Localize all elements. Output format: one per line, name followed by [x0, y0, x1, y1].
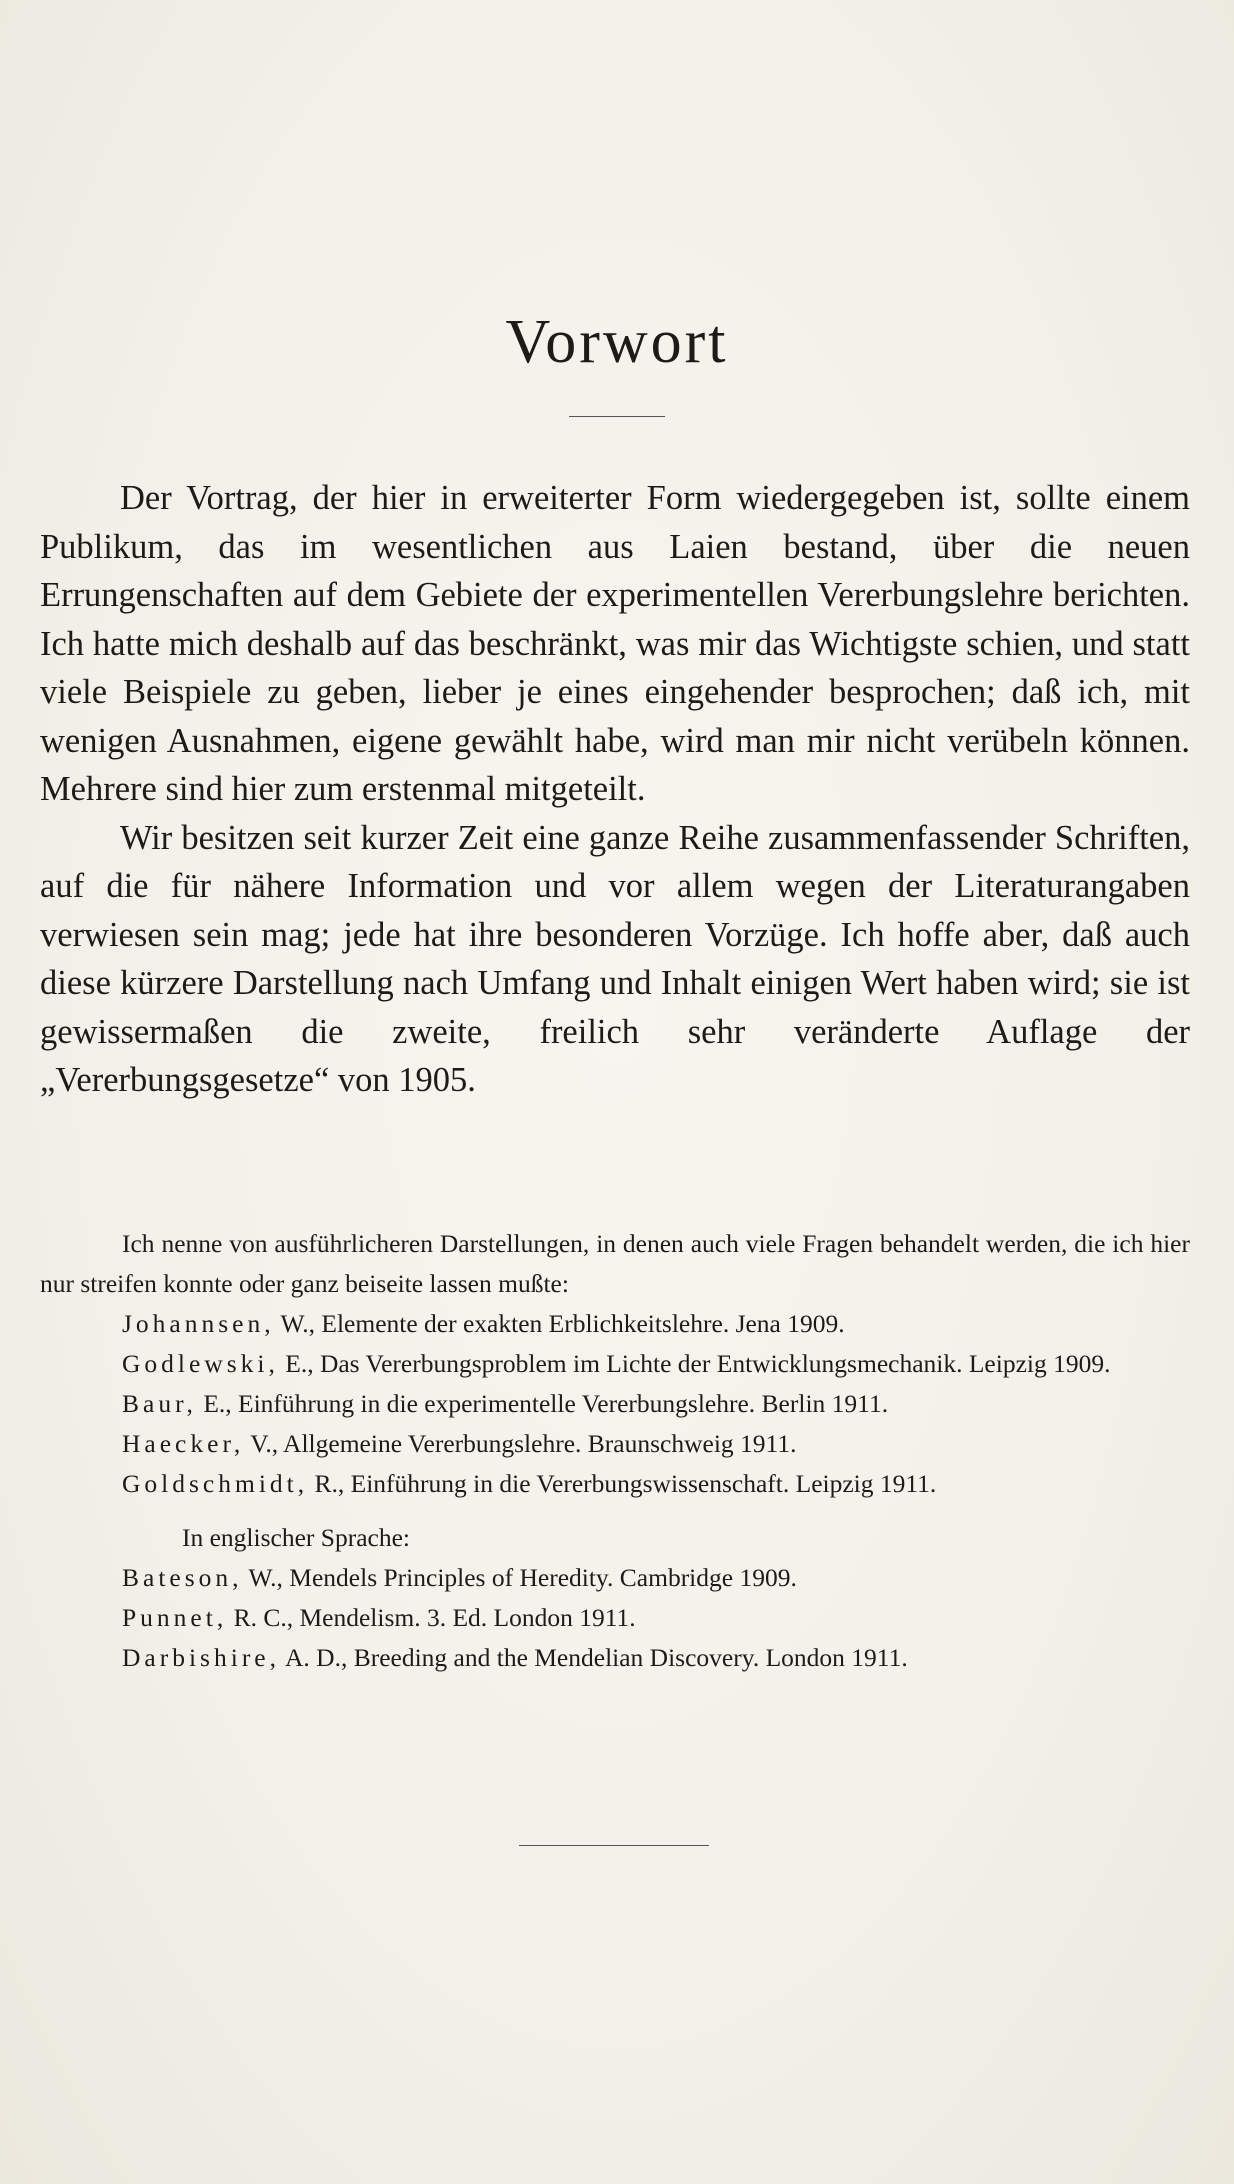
- english-reference-item: [40, 1638, 1190, 1678]
- reference-text: R. C., Mendelism. 3. Ed. London 1911.: [227, 1603, 636, 1632]
- reference-text: W., Mendels Principles of Heredity. Cambridge 1909.: [242, 1563, 797, 1592]
- preface-paragraph-1: Der Vortrag, der hier in erweiterter Form wiedergegeben ist, sollte einem Publikum, das im wesentlichen aus Laien bestand, über die neuen Errungenschaften auf dem Gebiete der experimentellen Vererbungslehre berichten. Ich hatte mich deshalb auf das beschränkt, was mir das Wichtigste schien, und statt viele Beispiele zu geben, lieber je eines eingehender besprochen; daß ich, mit wenigen Ausnahmen, eigene gewählt habe, wird man mir nicht verübeln können. Mehrere sind hier zum erstenmal mitgeteilt.: [40, 479, 1190, 808]
- reference-author: Johannsen,: [122, 1309, 275, 1338]
- reference-item: [40, 1384, 1190, 1424]
- notes-intro: Ich nenne von ausführlicheren Darstellungen, in denen auch viele Fragen behandelt werden, die ich hier nur streifen konnte oder ganz beiseite lassen mußte:: [40, 1229, 1190, 1298]
- reference-author: Goldschmidt,: [122, 1469, 309, 1498]
- english-reference-item: [40, 1598, 1190, 1638]
- english-heading: In englischer Sprache:: [182, 1523, 410, 1552]
- preface-body: [40, 474, 1190, 1105]
- reference-item: [40, 1304, 1190, 1344]
- reference-item: [40, 1424, 1190, 1464]
- preface-paragraph-2: Wir besitzen seit kurzer Zeit eine ganze Reihe zusammenfassender Schriften, auf die für nähere Information und vor allem wegen der Literaturangaben verwiesen sein mag; jede hat ihre besonderen Vorzüge. Ich hoffe aber, daß auch diese kürzere Darstellung nach Umfang und Inhalt einigen Wert haben wird; sie ist gewissermaßen die zweite, freilich sehr veränderte Auflage der „Vererbungsgesetze“ von 1905.: [40, 818, 1190, 1099]
- literature-notes: [40, 1224, 1190, 1678]
- reference-author: Baur,: [122, 1389, 197, 1418]
- reference-item: [40, 1464, 1190, 1504]
- end-divider: [519, 1845, 709, 1846]
- reference-text: W., Elemente der exakten Erblichkeitslehre. Jena 1909.: [274, 1309, 845, 1338]
- reference-author: Bateson,: [122, 1563, 243, 1592]
- english-reference-item: [40, 1558, 1190, 1598]
- reference-author: Godlewski,: [122, 1349, 279, 1378]
- page-title: Vorwort: [505, 308, 729, 376]
- title-divider: [569, 416, 665, 417]
- reference-text: R., Einführung in die Vererbungswissenschaft. Leipzig 1911.: [308, 1469, 937, 1498]
- reference-author: Darbishire,: [122, 1643, 281, 1672]
- reference-text: E., Einführung in die experimentelle Vererbungslehre. Berlin 1911.: [196, 1389, 889, 1418]
- reference-author: Haecker,: [122, 1429, 245, 1458]
- reference-item: [40, 1344, 1190, 1384]
- reference-text: E., Das Vererbungsproblem im Lichte der Entwicklungsmechanik. Leipzig 1909.: [278, 1349, 1111, 1378]
- reference-text: A. D., Breeding and the Mendelian Discovery. London 1911.: [280, 1643, 908, 1672]
- reference-text: V., Allgemeine Vererbungslehre. Braunschweig 1911.: [244, 1429, 797, 1458]
- reference-author: Punnet,: [122, 1603, 228, 1632]
